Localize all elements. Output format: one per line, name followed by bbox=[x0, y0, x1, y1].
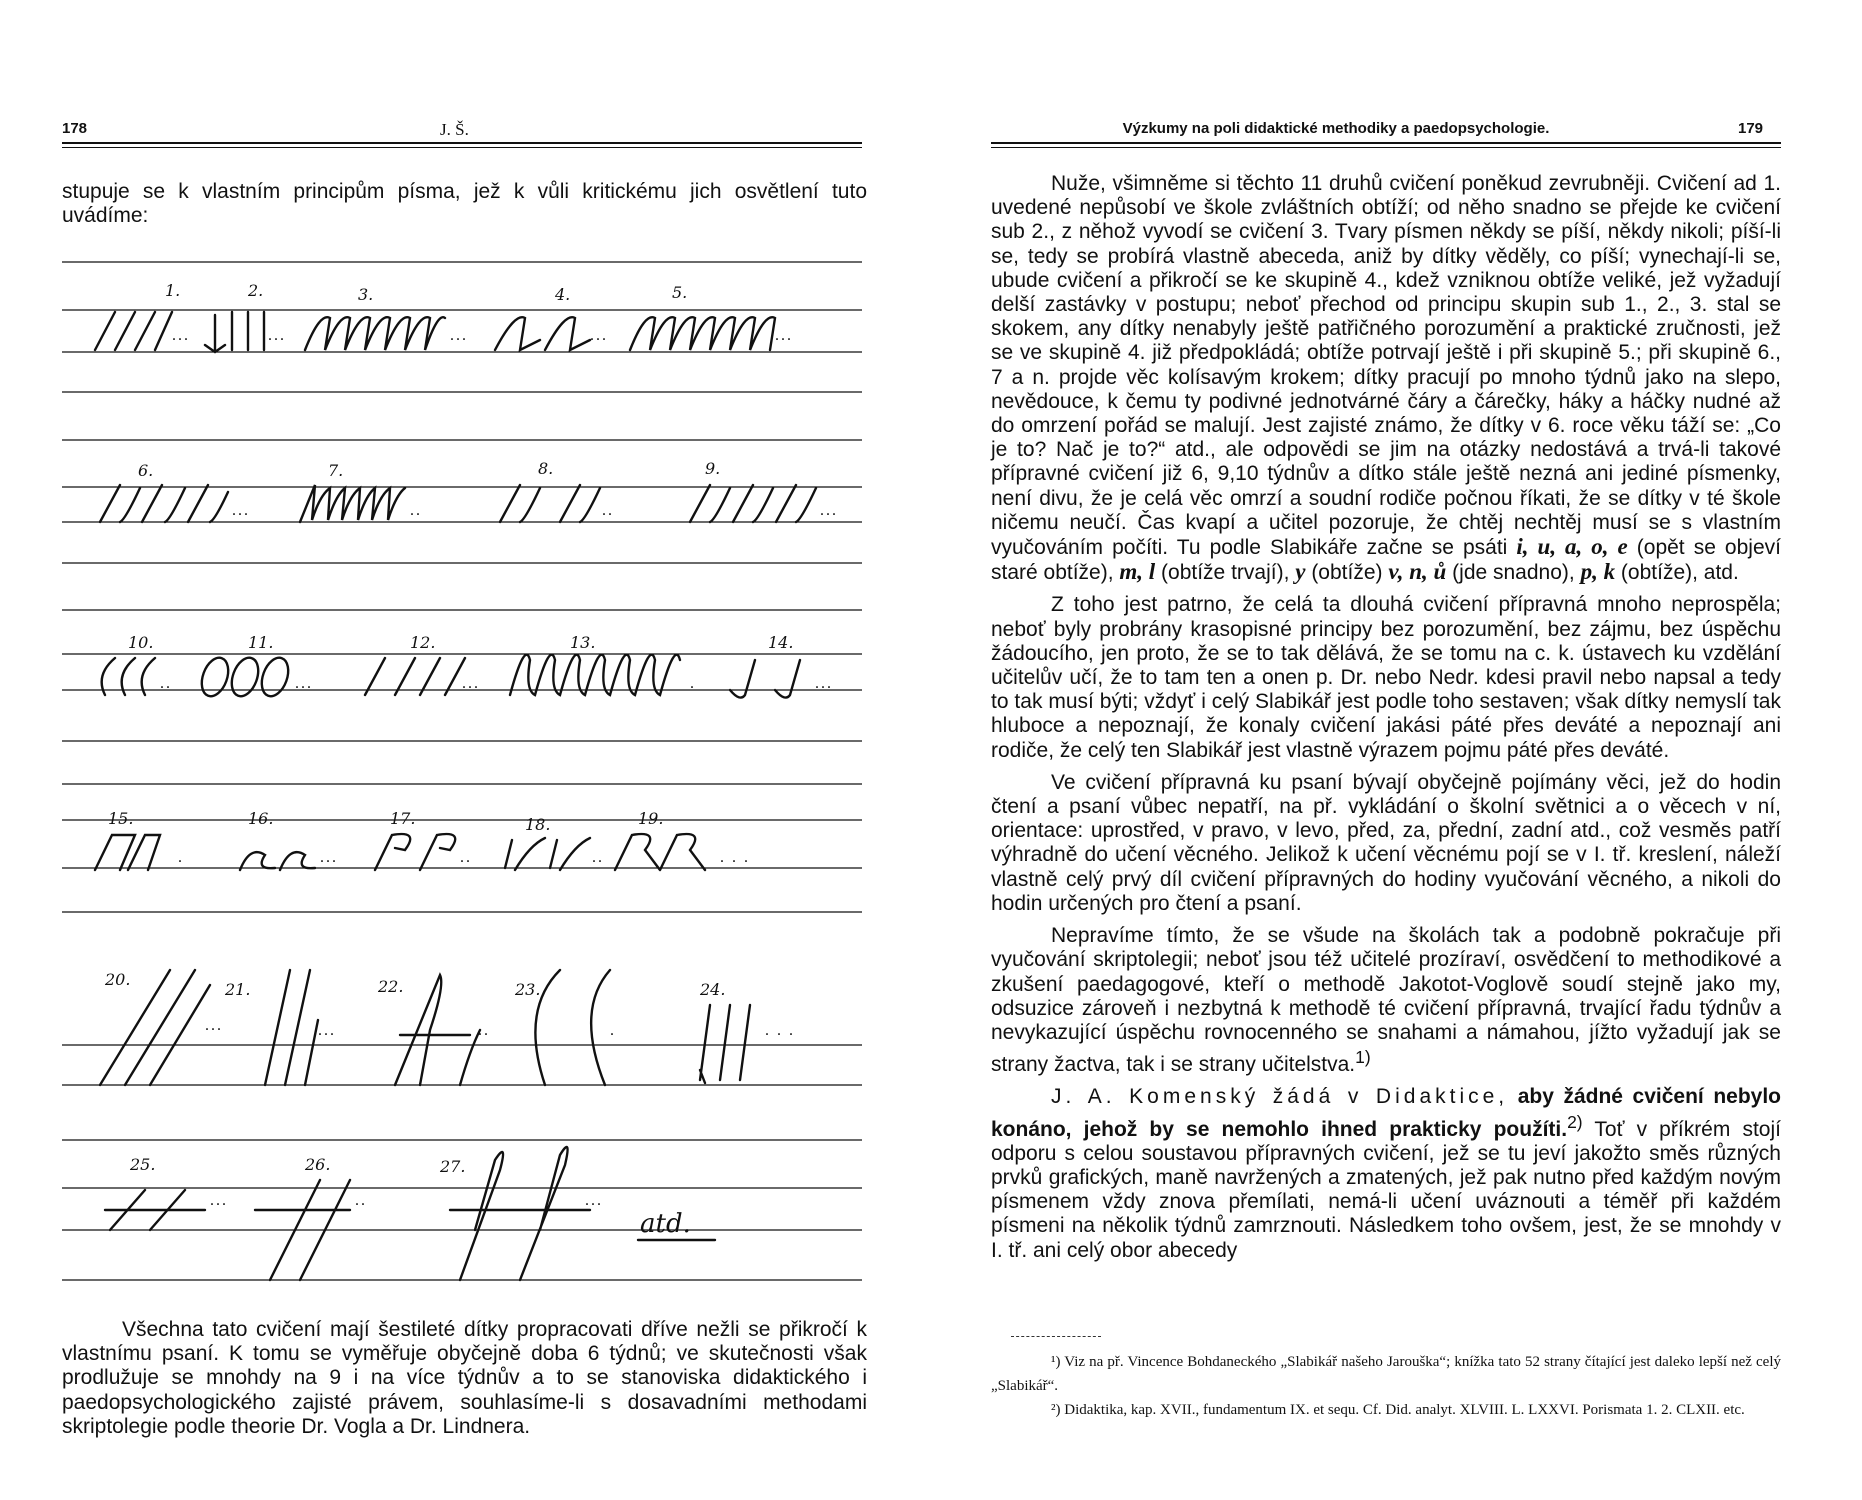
ellipsis-dots: ... bbox=[815, 675, 833, 692]
ellipsis-dots: ... bbox=[210, 1192, 228, 1209]
exercise-row-3 bbox=[102, 654, 833, 700]
running-head-right: Výzkumy na poli didaktické methodiky a paedopsychologie. bbox=[1122, 120, 1550, 137]
ellipsis-dots: . . . bbox=[720, 849, 750, 866]
exercise-label: 24. bbox=[700, 980, 726, 999]
exercise-label: 20. bbox=[105, 970, 131, 989]
page-number-left: 178 bbox=[62, 120, 88, 137]
p1-mid-b: (obtíže trvají), bbox=[1161, 561, 1290, 585]
ellipsis-dots: ... bbox=[775, 327, 793, 344]
ellipsis-dots: . . . bbox=[765, 1022, 795, 1039]
ellipsis-dots: ... bbox=[820, 502, 838, 519]
ellipsis-dots: .. bbox=[460, 849, 472, 866]
p1-text: Nuže, všimněme si těchto 11 druhů cvičení poněkud zevrubněji. Cvičení ad 1. uvedené nepůsobí ve škole zvláštních obtíží; od něho snadno se přejde ke cvičení sub 2., z něhož vyvodí se cvičení 3. Tvary písmen někdy se píší, někdy nikoli; píší-li se, tedy se probírá vlastně abeceda, aniž by dítky věděly, co píší; vynechají-li se, ubude cvičení a přikročí se ke skupině 4., kdež vzniknou obtíže veliké, jež vyžadují delší zastávky v postupu; neboť přechod od principu skupin sub 1., 2., 3. stal se skokem, any dítky nenabyly ještě patřičného porozumění a praktické zručnosti, jež se ve skupině 4. již předpokládá; obtíže potrvají ještě i při skupině 5.; při skupině 6., 7 a n. projde věc kolísavým krokem; dítky pracují po mnoho týdnů jako na slepo, nevědouce, k čemu ty podivné jednotvárné čáry a čárečky, háky a háčky nudné až do omrzení pořád se malují. Jest zajisté známo, že dítky v 6. roce věku táží se: „Co je to? Nač je to?“ atd., ale odpovědi se jim na otázky nedostává a trvá-li takové přípravné cvičení již 6, 9,10 týdnův a dítko stále ještě nezná ani jediné písmenky, není divu, že je celá věc omrzí a soudní rodiče počnou říkati, že se dítky v té škole ničemu neučí. Čas kvapí a učitel pozoruje, že chtěj nechtěj musí se s vlastním vyučováním počíti. Tu podle Slabikáře začne se psáti bbox=[991, 172, 1781, 560]
stroke bbox=[690, 485, 816, 522]
stroke bbox=[535, 970, 610, 1085]
handwriting-exercises-figure bbox=[0, 0, 931, 1310]
exercise-label: 12. bbox=[410, 633, 436, 652]
ellipsis-dots: .. bbox=[602, 502, 614, 519]
exercise-row-1 bbox=[95, 312, 793, 352]
exercise-label: 22. bbox=[378, 977, 404, 996]
p5-bold: aby žádné cvičení nebylo konáno, jehož by se nemohlo ihned prakticky použíti. bbox=[991, 1085, 1782, 1141]
ellipsis-dots: ... bbox=[320, 849, 338, 866]
paragraph-1 bbox=[991, 172, 1781, 585]
closing-paragraph bbox=[62, 1318, 867, 1447]
closing-text: Všechna tato cvičení mají šestileté dítky propracovati dříve nežli se přikročí k vlastnímu psaní. K tomu se vyměřuje obyčejně doba 6 týdnů; ve skutečnosti však prodlužuje se mnohdy na 9 i na více týdnův a to se stanoviska didaktického i paedopsychologického zajisté právem, souhlasíme-li s dosavadními methodami skriptolegie podle theorie Dr. Vogla a Dr. Lindnera. bbox=[62, 1318, 867, 1438]
ellipsis-dots: ... bbox=[318, 1022, 336, 1039]
ellipsis-dots: . bbox=[610, 1022, 616, 1039]
letters-group-a: i, u, a, o, e bbox=[1516, 534, 1628, 560]
exercise-label: 3. bbox=[358, 285, 374, 304]
ellipsis-dots: . bbox=[690, 675, 696, 692]
stroke bbox=[510, 655, 680, 695]
stroke bbox=[257, 654, 293, 700]
stroke bbox=[100, 485, 228, 522]
p1-mid-a: (opět se objeví staré obtíže), bbox=[991, 536, 1781, 585]
footnote-ref-1: 1) bbox=[1355, 1047, 1371, 1068]
exercise-row-6 bbox=[105, 1147, 715, 1280]
p1-end: (obtíže), atd. bbox=[1620, 561, 1739, 585]
ellipsis-dots: ... bbox=[295, 675, 313, 692]
header-rule-right bbox=[991, 142, 1781, 144]
ellipsis-dots: ... bbox=[585, 1192, 603, 1209]
ellipsis-dots: ... bbox=[590, 327, 608, 344]
ellipsis-dots: .. bbox=[478, 1022, 490, 1039]
stroke bbox=[450, 1147, 590, 1280]
p1-mid-c: (obtíže) bbox=[1311, 561, 1383, 585]
p5-after: Toť v příkrém stojí odporu s celou soustavou přípravných cvičení, jež se tu jeví jakožto směs různých prvků grafických, maně navržených a zmatených, jež pak nutno před každým novým písmenem vždy znova přemílati, nemá-li učení uváznouti a téměř při každém písmeni na několik týdnů zamrznouti. Následkem toho ovšem, jest, že se mnohdy v I. tř. ani celý obor abecedy bbox=[991, 1117, 1781, 1262]
stroke bbox=[305, 317, 445, 350]
paragraph-4 bbox=[991, 924, 1781, 1077]
exercise-label: 13. bbox=[570, 633, 596, 652]
exercise-label: 14. bbox=[768, 633, 794, 652]
footnote-1: ¹) Viz na př. Vincence Bohdaneckého „Slabikář našeho Jarouška“; knížka tato 52 strany čítající jest daleko lepší než celý „Slabikář“. bbox=[991, 1354, 1781, 1394]
letters-group-c: y bbox=[1295, 559, 1306, 585]
right-body bbox=[991, 172, 1781, 1271]
paragraph-2: Z toho jest patrno, že celá ta dlouhá cvičení přípravná mnoho neprospěla; neboť byly probrány krasopisné principy bez porozumění, bez zájmu, bez úspěchu žádoucího, jen proto, že se to tak dělává, že se tomu na c. k. ústavech ku vzdělání učitelův učí, že to tam ten a onen p. Dr. nebo Nedr. kdesi pravil nebo napsal a tedy to tak musí býti; vždyť i celý Slabikář jest podle toho sestaven; však dítky nemyslí tak hluboce a nepoznají, že konaly cvičení jakási páté přes deváté a nepoznají ani rodiče, že celý ten Slabikář jest vlastně výrazem pojmu páté přes deváté. bbox=[991, 593, 1781, 762]
stroke bbox=[375, 834, 455, 870]
komensky-spaced: J. A. Komenský žádá v Didaktice, bbox=[1051, 1085, 1509, 1109]
ellipsis-dots: ... bbox=[172, 327, 190, 344]
exercise-label: 26. bbox=[305, 1155, 331, 1174]
footnotes bbox=[991, 1350, 1781, 1422]
stroke bbox=[265, 970, 318, 1085]
exercise-label: 7. bbox=[328, 461, 344, 480]
exercise-label: 16. bbox=[248, 809, 274, 828]
exercise-row-2 bbox=[100, 485, 838, 522]
stroke bbox=[630, 317, 775, 350]
page-number-right: 179 bbox=[1738, 120, 1764, 137]
intro-text: stupuje se k vlastním principům písma, jež k vůli kritickému jich osvětlení tuto uvádíme: bbox=[62, 180, 867, 228]
stroke bbox=[505, 838, 590, 870]
letters-group-d: v, n, ů bbox=[1388, 559, 1447, 585]
footnote-2: ²) Didaktika, kap. XVII., fundamentum IX. et sequ. Cf. Did. analyt. XLVIII. L. LXXVI. Porismata 1. 2. CLXII. etc. bbox=[1051, 1402, 1745, 1418]
ellipsis-dots: ... bbox=[450, 327, 468, 344]
exercise-label: 21. bbox=[225, 980, 251, 999]
p4-text: Nepravíme tímto, že se všude na školách tak a podobně pokračuje při vyučování skriptolegii; neboť jsou též učitelé prozíraví, osvědčení to methodikové a zkušení paedagogové, kteří o methodě Jakotot-Voglově soudí stejně jako my, odsuzice zároveň i nezbytná k methodě té cvičení přípravná, trvající řadu týdnův a nevykazující úspěchu rovnocenného se snahami a námahou, jížto vyžadují jak se strany žactva, tak i se strany učitelstva. bbox=[991, 924, 1781, 1077]
right-page bbox=[931, 0, 1862, 1500]
ellipsis-dots: .. bbox=[592, 849, 604, 866]
exercise-label: 27. bbox=[440, 1157, 466, 1176]
letters-group-b: m, l bbox=[1119, 559, 1156, 585]
exercise-label: 10. bbox=[128, 633, 154, 652]
exercise-label: 8. bbox=[538, 459, 554, 478]
ellipsis-dots: ... bbox=[268, 327, 286, 344]
ellipsis-dots: .. bbox=[355, 1192, 367, 1209]
stroke bbox=[495, 317, 590, 350]
stroke bbox=[730, 660, 800, 698]
exercise-label: 6. bbox=[138, 461, 154, 480]
header-rule-right-thin bbox=[991, 147, 1781, 148]
exercise-label: 19. bbox=[638, 809, 664, 828]
exercise-label: 11. bbox=[248, 633, 274, 652]
ellipsis-dots: .. bbox=[410, 502, 422, 519]
exercise-label: 23. bbox=[515, 980, 541, 999]
stroke bbox=[300, 485, 405, 522]
exercise-label: 4. bbox=[555, 285, 571, 304]
p1-mid-d: (jde snadno), bbox=[1452, 561, 1575, 585]
stroke bbox=[95, 312, 172, 350]
stroke bbox=[95, 835, 160, 870]
footnote-separator bbox=[1011, 1336, 1101, 1337]
exercise-label: 9. bbox=[705, 459, 721, 478]
running-head-left: J. Š. bbox=[440, 120, 469, 139]
exercise-label: 25. bbox=[130, 1155, 156, 1174]
exercise-row-5 bbox=[100, 970, 795, 1085]
ellipsis-dots: ... bbox=[205, 1017, 223, 1034]
paragraph-3: Ve cvičení přípravná ku psaní bývají obyčejně pojímány věci, jež do hodin čtení a psaní vůbec nepatří, na př. vykládání o školní světnici a o věcech v ní, orientace: uprostřed, v pravo, v levo, před, za, přední, zadní atd., což vesměs patří výhradně do učení věcného. Jelikož k učení věcnému pojí se v I. tř. kreslení, náleží vlastně celý prvý díl cvičení přípravných do hodiny vyučování věcného, a nikoli do hodin určených pro čtení a psaní. bbox=[991, 770, 1781, 915]
stroke bbox=[205, 312, 264, 352]
exercise-label: 18. bbox=[525, 815, 551, 834]
exercise-label: 17. bbox=[390, 809, 416, 828]
exercise-label: 5. bbox=[672, 283, 688, 302]
stroke bbox=[500, 485, 600, 522]
footnote-ref-2: 2) bbox=[1567, 1111, 1583, 1132]
exercise-row-4 bbox=[95, 834, 750, 870]
stroke bbox=[240, 852, 315, 870]
ellipsis-dots: ... bbox=[462, 675, 480, 692]
exercise-label: 2. bbox=[248, 281, 264, 300]
exercise-label: 1. bbox=[165, 281, 181, 300]
ellipsis-dots: ... bbox=[232, 502, 250, 519]
stroke bbox=[227, 654, 263, 700]
stroke bbox=[197, 654, 233, 700]
stroke bbox=[395, 975, 480, 1085]
stroke bbox=[700, 1005, 750, 1083]
ellipsis-dots: . bbox=[178, 849, 184, 866]
exercise-label: 15. bbox=[108, 809, 134, 828]
letters-group-e: p, k bbox=[1580, 559, 1616, 585]
atd-text: atd. bbox=[640, 1209, 691, 1239]
ellipsis-dots: .. bbox=[160, 675, 172, 692]
stroke bbox=[105, 1190, 205, 1230]
guide-lines bbox=[62, 262, 862, 1280]
paragraph-5 bbox=[991, 1085, 1781, 1262]
stroke bbox=[615, 834, 705, 870]
